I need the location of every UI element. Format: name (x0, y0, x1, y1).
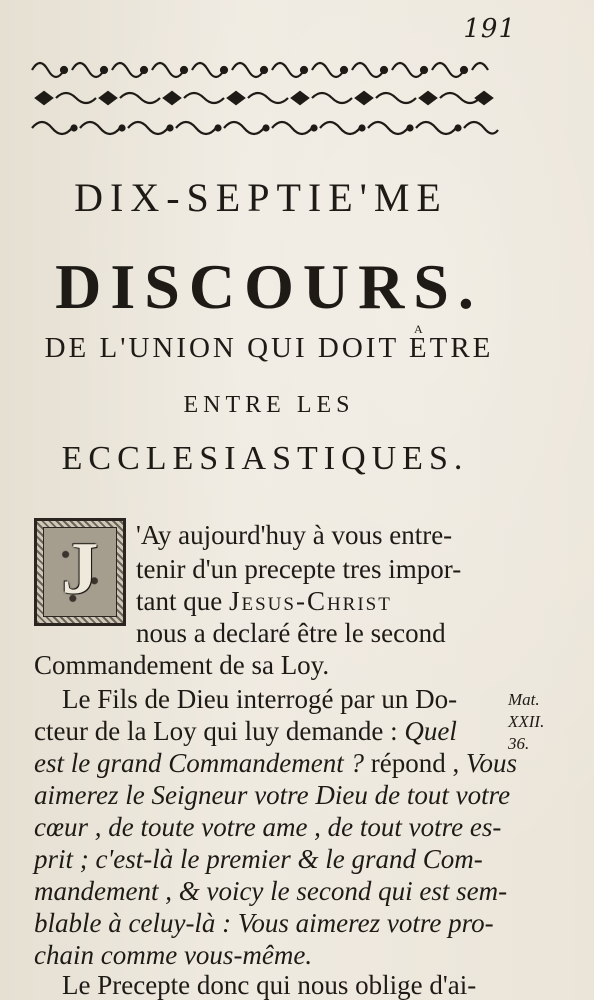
title-between: ENTRE LES (183, 392, 355, 418)
body-line (34, 750, 517, 777)
body-text: tant que (136, 586, 229, 616)
body-line: tenir d'un precepte tres impor- (136, 554, 462, 584)
body-line: chain comme vous-même. (34, 940, 313, 970)
body-line: Le Fils de Dieu interrogé par un Do- (62, 684, 458, 714)
body-name-smallcaps: Jesus-Christ (228, 586, 392, 616)
body-line: nous a declaré être le second (136, 618, 446, 648)
initial-letter: J (61, 528, 99, 610)
body-line: Commandement de sa Loy. (34, 650, 330, 680)
body-line: blable à celuy-là : Vous aimerez votre pro- (34, 908, 494, 938)
body-line: 'Ay aujourd'huy à vous entre- (136, 520, 453, 550)
body-italic: est le grand Commandement ? (34, 748, 364, 778)
margin-reference: 36. (508, 734, 530, 753)
title-discours: DISCOURS. (55, 251, 483, 322)
body-line: cœur , de toute votre ame , de tout votre es- (34, 812, 502, 842)
margin-reference: Mat. (508, 690, 540, 709)
body-text: répond , (363, 748, 466, 778)
body-line: mandement , & voicy le second qui est sem- (34, 876, 508, 906)
body-italic: Vous (465, 748, 517, 778)
title-subject: DE L'UNION QUI DOIT ETRE (44, 332, 494, 364)
body-line: aimerez le Seigneur votre Dieu de tout votre (34, 780, 511, 810)
title-ecclesiastiques: ECCLESIASTIQUES. (61, 440, 469, 477)
page-number: 191 (463, 14, 516, 44)
fleuron-ornament-band (28, 50, 500, 142)
body-text: cteur de la Loy qui luy demande : (34, 716, 405, 746)
title-accent-mark: A (414, 322, 423, 336)
body-italic: Quel (404, 716, 457, 746)
body-line (136, 588, 392, 615)
body-line: Le Precepte donc qui nous oblige d'ai- (62, 970, 477, 1000)
body-line (34, 718, 457, 745)
decorated-initial (34, 518, 126, 626)
margin-reference: XXII. (508, 712, 545, 731)
title-ordinal: DIX-SEPTIE'ME (74, 175, 448, 220)
body-line: prit ; c'est-là le premier & le grand Com- (34, 844, 483, 874)
